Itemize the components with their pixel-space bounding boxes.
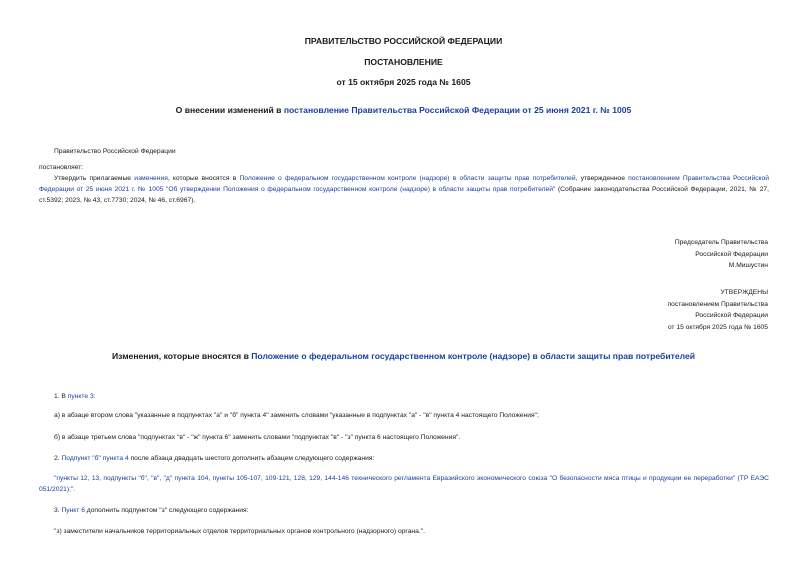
item-2-quote[interactable]: "пункты 12, 13, подпункты "б", "в", "д" пункта 104, пункты 105-107, 109-121, 128, 129, 144-146 технического регламента Евразийского экономического союза "О безопасности мяса птицы и продукции ее переработки" (ТР ЕАЭС 051/2021);". xyxy=(39,475,769,493)
item-3-quote: "з) заместители начальников территориальных отделов территориальных органов контрольного (надзорного) органа.". xyxy=(54,528,425,535)
approval-line-3: Российской Федерации xyxy=(695,312,768,319)
document-type: ПОСТАНОВЛЕНИЕ xyxy=(364,57,443,67)
signature-line-3: М.Мишустин xyxy=(728,262,768,269)
item-3-text-b: дополнить подпунктом "з" следующего содержания: xyxy=(84,507,249,514)
resolution-title xyxy=(0,105,807,115)
approval-line-4: от 15 октября 2025 года № 1605 xyxy=(667,323,768,331)
p1-text-c: , утвержденное xyxy=(575,175,629,182)
changes-link[interactable]: изменения xyxy=(134,175,168,182)
item-2-link[interactable]: Подпункт "б" пункта 4 xyxy=(61,455,129,462)
item-1 xyxy=(54,391,96,402)
regulation-link[interactable]: Положение о федеральном государственном контроле (надзоре) в области защиты прав потребителей xyxy=(239,175,576,182)
title-link[interactable]: постановление Правительства Российской Федерации от 25 июня 2021 г. № 1005 xyxy=(283,105,632,115)
item-1-text-a: 1. В xyxy=(54,393,68,400)
item-1-link[interactable]: пункте 3 xyxy=(67,393,94,400)
signature-block xyxy=(675,237,768,272)
title-prefix: О внесении изменений в xyxy=(175,105,284,115)
changes-title-prefix: Изменения, которые вносятся в xyxy=(111,351,252,361)
item-3-link[interactable]: Пункт 6 xyxy=(61,507,85,514)
main-paragraph xyxy=(39,173,769,206)
item-1b: б) в абзаце третьем слова "подпунктах "в" - "ж" пункта 6" заменить словами "подпунктах "в" - "з" пункта 6 настоящего Положения". xyxy=(54,434,461,441)
approval-line-2: постановлением Правительства xyxy=(667,300,768,308)
decides-text: постановляет: xyxy=(39,164,84,171)
issuer-text: Правительство Российской Федерации xyxy=(54,148,176,155)
signature-line-1: Председатель Правительства xyxy=(674,239,768,246)
item-3-text-a: 3. xyxy=(54,507,62,514)
item-2 xyxy=(54,453,374,464)
item-2-text-a: 2. xyxy=(54,455,62,462)
changes-title-link[interactable]: Положение о федеральном государственном контроле (надзоре) в области защиты прав потребителей xyxy=(251,351,696,361)
document-date-number: от 15 октября 2025 года № 1605 xyxy=(336,77,471,87)
approval-block xyxy=(668,287,768,333)
changes-title xyxy=(0,351,807,361)
item-2-text-b: после абзаца двадцать шестого дополнить абзацем следующего содержания: xyxy=(128,455,375,462)
item-1-text-b: : xyxy=(93,393,96,400)
item-1a: а) в абзаце втором слова "указанные в подпунктах "а" и "б" пункта 4" заменить словами "указанные в подпунктах "а" - "в" пункта 4 настоящего Положения"; xyxy=(54,412,539,419)
resolution-link[interactable]: постановлением Правительства Российской Федерации от 25 июня 2021 г. № 1005 "Об утверждении Положения о федеральном государственном контроле (надзоре) в области защиты прав потребителей" xyxy=(39,175,769,193)
government-heading: ПРАВИТЕЛЬСТВО РОССИЙСКОЙ ФЕДЕРАЦИИ xyxy=(304,36,503,46)
p1-text-d: (Собрание законодательства Российской Федерации, 2021, № 27, ст.5392; 2023, № 43, ст.7730; 2024, № 46, ст.6967). xyxy=(39,186,770,204)
approval-line-1: УТВЕРЖДЕНЫ xyxy=(720,289,768,296)
signature-line-2: Российской Федерации xyxy=(695,250,768,258)
item-3 xyxy=(54,505,248,516)
p1-text-b: , которые вносятся в xyxy=(167,175,240,182)
p1-text-a: Утвердить прилагаемые xyxy=(54,175,135,182)
